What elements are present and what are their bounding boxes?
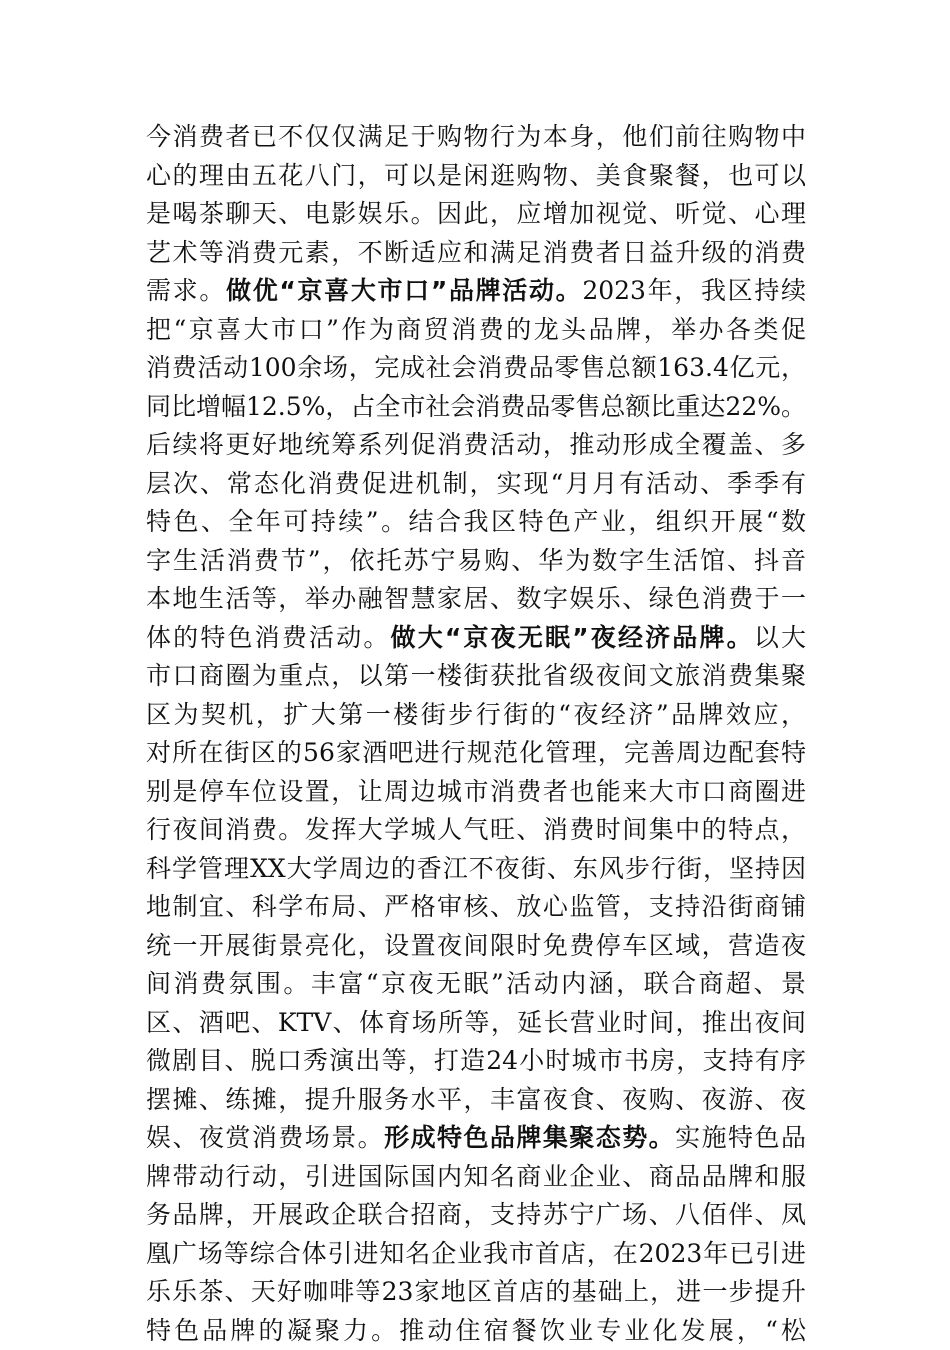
- body-text-run: 特色品牌的凝聚力。推动住宿餐饮业专业化发展，“松: [146, 1316, 806, 1345]
- text-line: [146, 388, 806, 427]
- body-text-run: 把“京喜大市口”作为商贸消费的龙头品牌，举办各类促: [146, 315, 806, 344]
- text-line: [146, 1042, 806, 1081]
- text-line: [146, 272, 806, 311]
- text-line: [146, 1004, 806, 1043]
- body-text-run: 地制宜、科学布局、严格审核、放心监管，支持沿街商铺: [146, 892, 806, 921]
- text-line: [146, 811, 806, 850]
- text-line: [146, 118, 806, 157]
- body-text-run: 行夜间消费。发挥大学城人气旺、消费时间集中的特点，: [146, 815, 806, 844]
- text-line: [146, 311, 806, 350]
- body-text-run: 乐乐茶、天好咖啡等23家地区首店的基础上，进一步提升: [146, 1277, 806, 1306]
- text-line: [146, 1312, 806, 1350]
- body-text-run: 本地生活等，举办融智慧家居、数字娱乐、绿色消费于一: [146, 584, 806, 613]
- body-text-run: 层次、常态化消费促进机制，实现“月月有活动、季季有: [146, 469, 806, 498]
- body-text-run: 娱、夜赏消费场景。: [146, 1123, 384, 1152]
- body-text-run: 艺术等消费元素，不断适应和满足消费者日益升级的消费: [146, 238, 806, 267]
- body-text-run: 需求。: [146, 276, 226, 305]
- body-text-run: 摆摊、练摊，提升服务水平，丰富夜食、夜购、夜游、夜: [146, 1085, 806, 1114]
- text-line: [146, 503, 806, 542]
- text-line: [146, 1081, 806, 1120]
- body-text-run: 别是停车位设置，让周边城市消费者也能来大市口商圈进: [146, 777, 806, 806]
- text-line: [146, 1196, 806, 1235]
- body-text-run: 区为契机，扩大第一楼街步行街的“夜经济”品牌效应，: [146, 700, 806, 729]
- body-text-run: 市口商圈为重点，以第一楼街获批省级夜间文旅消费集聚: [146, 661, 806, 690]
- body-text-run: 凰广场等综合体引进知名企业我市首店，在2023年已引进: [146, 1239, 806, 1268]
- body-text-run: 牌带动行动，引进国际国内知名商业企业、商品品牌和服: [146, 1162, 806, 1191]
- text-line: [146, 157, 806, 196]
- body-text-run: 实施特色品: [675, 1123, 806, 1152]
- body-text-run: 区、酒吧、KTV、体育场所等，延长营业时间，推出夜间: [146, 1008, 806, 1037]
- text-line: [146, 1273, 806, 1312]
- text-line: [146, 580, 806, 619]
- text-line: [146, 1119, 806, 1158]
- body-text-run: 特色、全年可持续”。结合我区特色产业，组织开展“数: [146, 507, 806, 536]
- body-text-run: 体的特色消费活动。: [146, 623, 391, 652]
- text-line: [146, 195, 806, 234]
- text-line: [146, 234, 806, 273]
- text-line: [146, 773, 806, 812]
- body-text-run: 对所在街区的56家酒吧进行规范化管理，完善周边配套特: [146, 738, 806, 767]
- text-line: [146, 349, 806, 388]
- body-text: [146, 118, 806, 1350]
- body-text-run: 字生活消费节”，依托苏宁易购、华为数字生活馆、抖音: [146, 546, 806, 575]
- body-text-run: 科学管理XX大学周边的香江不夜街、东风步行街，坚持因: [146, 854, 806, 883]
- text-line: [146, 1158, 806, 1197]
- body-text-run: 统一开展街景亮化，设置夜间限时免费停车区域，营造夜: [146, 931, 806, 960]
- body-text-run: 间消费氛围。丰富“京夜无眠”活动内涵，联合商超、景: [146, 969, 806, 998]
- text-line: [146, 542, 806, 581]
- body-text-run: 后续将更好地统筹系列促消费活动，推动形成全覆盖、多: [146, 430, 806, 459]
- text-line: [146, 696, 806, 735]
- text-line: [146, 888, 806, 927]
- body-text-run: 心的理由五花八门，可以是闲逛购物、美食聚餐，也可以: [146, 161, 806, 190]
- text-line: [146, 734, 806, 773]
- text-line: [146, 965, 806, 1004]
- body-text-run: 是喝茶聊天、电影娱乐。因此，应增加视觉、听觉、心理: [146, 199, 806, 228]
- body-text-run: 微剧目、脱口秀演出等，打造24小时城市书房，支持有序: [146, 1046, 806, 1075]
- text-line: [146, 850, 806, 889]
- body-text-run: 同比增幅12.5%，占全市社会消费品零售总额比重达22%。: [146, 392, 806, 421]
- bold-heading-text: 做大“京夜无眠”夜经济品牌。: [391, 623, 754, 652]
- body-text-run: 务品牌，开展政企联合招商，支持苏宁广场、八佰伴、凤: [146, 1200, 806, 1229]
- text-line: [146, 657, 806, 696]
- text-line: [146, 465, 806, 504]
- body-text-run: 今消费者已不仅仅满足于购物行为本身，他们前往购物中: [146, 122, 806, 151]
- body-text-run: 2023年，我区持续: [582, 276, 806, 305]
- text-line: [146, 426, 806, 465]
- text-line: [146, 619, 806, 658]
- bold-heading-text: 做优“京喜大市口”品牌活动。: [226, 276, 582, 305]
- text-line: [146, 1235, 806, 1274]
- text-line: [146, 927, 806, 966]
- body-text-run: 以大: [754, 623, 806, 652]
- bold-heading-text: 形成特色品牌集聚态势。: [384, 1123, 675, 1152]
- body-text-run: 消费活动100余场，完成社会消费品零售总额163.4亿元，: [146, 353, 806, 382]
